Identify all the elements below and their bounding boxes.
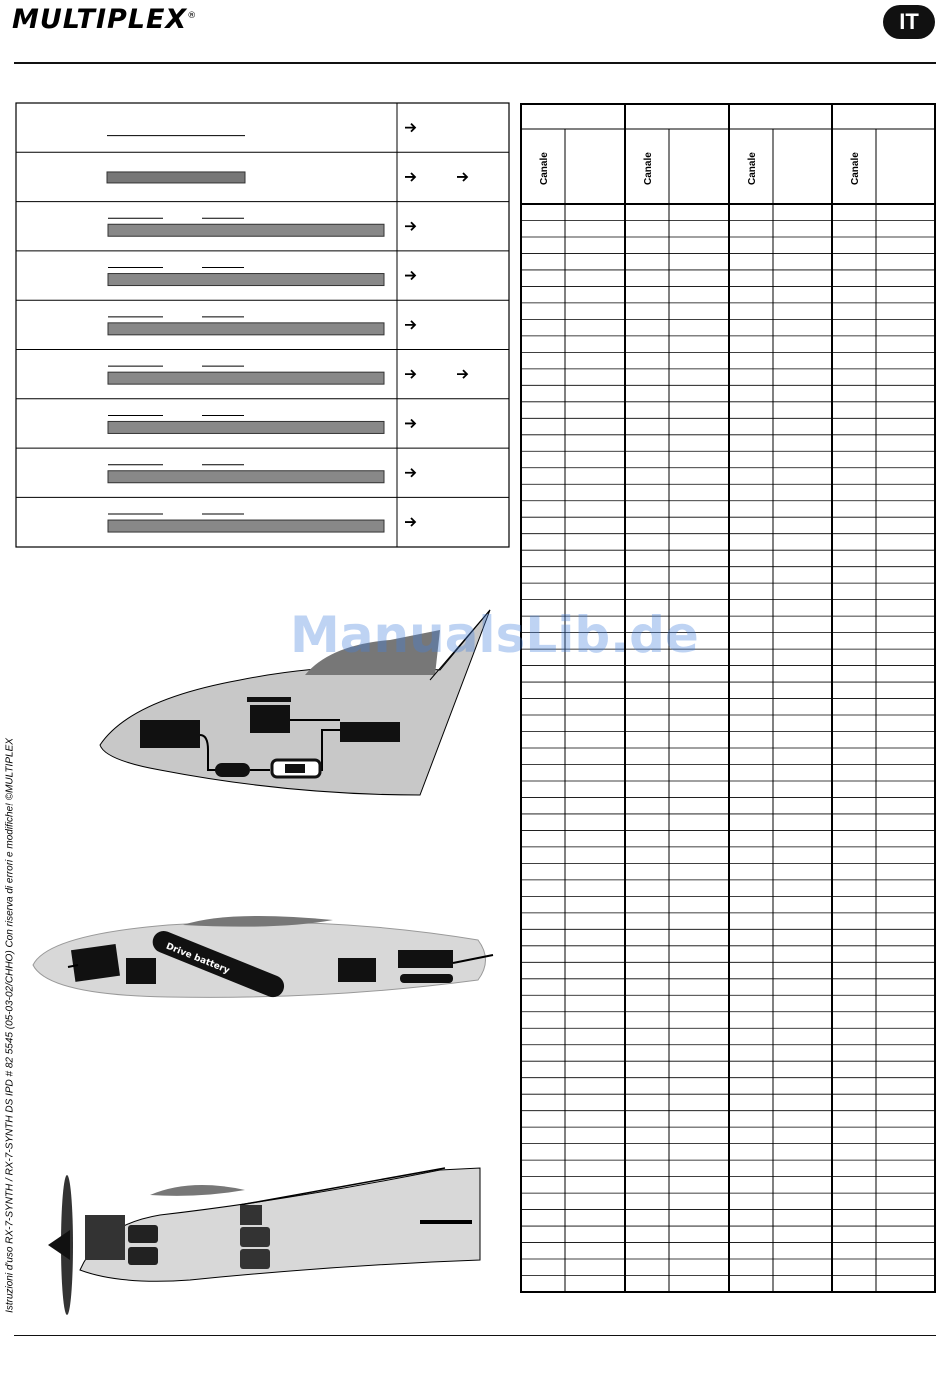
servo-pack-block — [340, 722, 400, 742]
footer-rule — [14, 1335, 936, 1336]
multiplex-logo: MULTIPLEX® — [12, 4, 198, 35]
servo-block — [250, 705, 290, 733]
ic-model-drawing — [40, 1160, 490, 1320]
canale-header: Canale — [539, 152, 550, 185]
canale-header: Canale — [850, 152, 861, 185]
language-badge: IT — [883, 5, 935, 39]
electric-fuselage-drawing — [28, 905, 498, 1005]
receiver-block — [140, 720, 200, 748]
canale-header: Canale — [643, 152, 654, 185]
watermark: ManualsLib.de — [290, 606, 699, 664]
canale-header: Canale — [747, 152, 758, 185]
drive-battery-label: Drive battery — [164, 941, 231, 977]
side-imprint: Istruzioni d'uso RX-7-SYNTH / RX-7-SYNTH DS IPD # 82 5545 (05-03-02/CHHO) Con riserva di errori e modifiche! ©MULTIPLEX — [4, 738, 16, 1313]
